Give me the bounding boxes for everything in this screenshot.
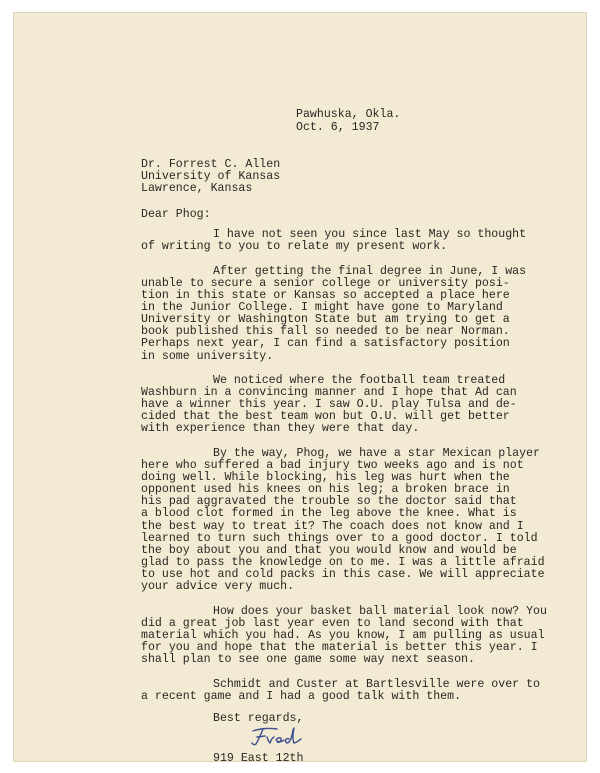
paragraph-4-line-8: learned to turn such things over to a good doctor. I told [141, 531, 538, 545]
paragraph-3-line-5: with experience than they were that day. [141, 422, 420, 436]
paragraph-3-line-2: Washburn in a convincing manner and I hope that Ad can [141, 385, 517, 399]
paragraph-4-line-12: your advice very much. [141, 580, 295, 594]
paragraph-4-line-7: the best way to treat it? The coach does not know and I [141, 519, 524, 533]
paragraph-4-line-10: glad to pass the knowledge on to me. I was a little afraid [141, 556, 545, 569]
paragraph-4-line-2: here who suffered a bad injury two weeks ago and is not [141, 458, 524, 472]
letter-date: Oct. 6, 1937 [296, 121, 380, 134]
paragraph-4-line-1: By the way, Phog, we have a star Mexican player [213, 446, 540, 460]
paragraph-4-line-9: the boy about you and that you would know and would be [141, 543, 517, 557]
letter-sheet [13, 12, 587, 765]
paragraph-2-line-1: After getting the final degree in June, I was [213, 264, 527, 278]
paragraph-4-line-3: doing well. While blocking, his leg was hurt when the [141, 471, 510, 484]
paragraph-5-line-5: shall plan to see one game some way next season. [141, 653, 475, 667]
paragraph-3-line-1: We noticed where the football team treated [213, 373, 506, 387]
paragraph-6-line-1: Schmidt and Custer at Bartlesville were over to [213, 677, 540, 691]
handwritten-signature [249, 725, 309, 747]
paragraph-5-line-3: material which you had. As you know, I am pulling as usual [141, 628, 545, 642]
paragraph-2-line-3: tion in this state or Kansas so accepted a place here [141, 288, 510, 302]
paragraph-2-line-4: in the Junior College. I might have gone to Maryland [141, 300, 503, 314]
paragraph-5-line-1: How does your basket ball material look now? You [213, 604, 547, 618]
paragraph-4-line-6: a blood clot formed in the leg above the knee. What is [141, 507, 517, 521]
paragraph-1-line-1: I have not seen you since last May so thought [213, 228, 527, 241]
paragraph-2-line-7: Perhaps next year, I can find a satisfactory position [141, 337, 510, 351]
sender-address: 919 East 12th [213, 752, 304, 765]
salutation: Dear Phog: [141, 208, 211, 221]
paragraph-2-line-2: unable to secure a senior college or university posi- [141, 276, 510, 290]
paragraph-2-line-6: book published this fall so needed to be near Norman. [141, 325, 510, 339]
recipient-name: Dr. Forrest C. Allen [141, 158, 281, 171]
letter-body [13, 12, 587, 765]
recipient-city: Lawrence, Kansas [141, 182, 253, 195]
paragraph-2-line-8: in some university. [141, 349, 274, 363]
paragraph-1-line-2: of writing to you to relate my present work. [141, 240, 448, 254]
closing: Best regards, [213, 712, 304, 725]
paragraph-4-line-4: opponent used his knees on his leg; a broken brace in [141, 483, 510, 497]
paragraph-5-line-2: did a great job last year even to land second with that [141, 616, 524, 630]
paragraph-4-line-11: to use hot and cold packs in this case. We will appreciate [141, 568, 545, 582]
sender-place: Pawhuska, Okla. [296, 108, 401, 121]
recipient-institution: University of Kansas [141, 170, 281, 183]
paragraph-6-line-2: a recent game and I had a good talk with them. [141, 689, 462, 703]
paragraph-4-line-5: his pad aggravated the trouble so the doctor said that [141, 495, 517, 509]
paragraph-5-line-4: for you and hope that the material is better this year. I [141, 641, 538, 655]
paragraph-3-line-3: have a winner this year. I saw O.U. play Tulsa and de- [141, 398, 517, 412]
paragraph-3-line-4: cided that the best team won but O.U. will get better [141, 410, 510, 424]
paragraph-2-line-5: University or Washington State but am trying to get a [141, 313, 510, 326]
